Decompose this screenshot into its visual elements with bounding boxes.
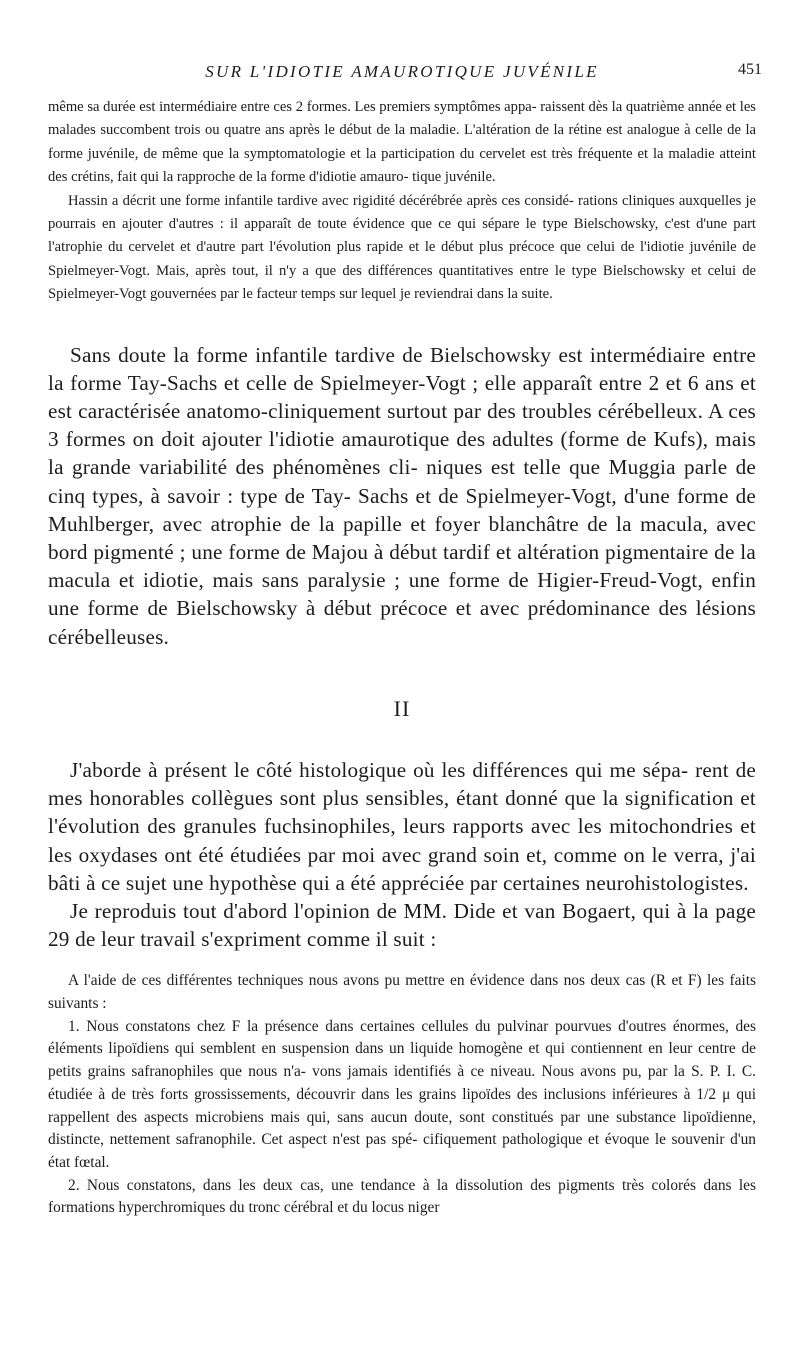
page-number: 451 bbox=[738, 61, 762, 78]
section-two bbox=[48, 756, 756, 953]
intro-paragraph: même sa durée est intermédiaire entre ces 2 formes. Les premiers symptômes appa- raissent dès la quatrième année et les malades succombent trois ou quatre ans après le début de la maladie. L'altération de la rétine est analogue à celle de la forme juvénile, de même que la symptomatologie et la participation du cervelet est très fréquente et la maladie atteint des crétins, fait qui la rapproche de la forme d'idiotie amauro- tique juvénile. bbox=[48, 99, 756, 186]
section-heading: II bbox=[393, 695, 411, 721]
quote-paragraph: 1. Nous constatons chez F la présence dans certaines cellules du pulvinar pourvues d'outres énormes, des éléments lipoïdiens qui semblent en suspension dans un liquide homogène et qui contiennent en leur centre de petits grains safranophiles que nous n'a- vons jamais identifiés à ce niveau. Nous avons pu, par la S. P. I. C. étudiée à de très forts grossissements, découvrir dans les grains lipoïdes des inclusions inférieures à 1/2 μ qui rappellent des aspects microbiens mais qui, sans aucun doute, sont constitués par une substance lipoïdienne, distincte, nettement safranophile. Cet aspect n'est pas spé- cifiquement pathologique et évoque le souvenir d'un état fœtal. bbox=[48, 1017, 756, 1171]
quote-paragraph: 2. Nous constatons, dans les deux cas, une tendance à la dissolution des pigments très colorés dans les formations hyperchromiques du tronc cérébral et du locus niger bbox=[48, 1176, 756, 1217]
main-body-section bbox=[48, 341, 756, 651]
intro-section bbox=[48, 96, 756, 307]
quoted-passage bbox=[48, 970, 756, 1220]
body-paragraph: Sans doute la forme infantile tardive de Bielschowsky est intermédiaire entre la forme Tay-Sachs et celle de Spielmeyer-Vogt ; elle apparaît entre 2 et 6 ans et est caractérisée anatomo-cliniquement surtout par des troubles cérébelleux. A ces 3 formes on doit ajouter l'idiotie amaurotique des adultes (forme de Kufs), mais la grande variabilité des phénomènes cli- niques est telle que Muggia parle de cinq types, à savoir : type de Tay- Sachs et de Spielmeyer-Vogt, d'une forme de Muhlberger, avec atrophie de la papille et foyer blanchâtre de la macula, avec bord pigmenté ; une forme de Majou à début tardif et altération pigmentaire de la macula et idiotie, mais sans paralysie ; une forme de Higier-Freud-Vogt, enfin une forme de Bielschowsky à début précoce et avec prédominance des lésions cérébelleuses. bbox=[48, 342, 756, 649]
running-title: SUR L'IDIOTIE AMAUROTIQUE JUVÉNILE bbox=[205, 62, 599, 81]
document-page bbox=[48, 0, 762, 1220]
intro-paragraph: Hassin a décrit une forme infantile tardive avec rigidité décérébrée après ces considé- rations cliniques auxquelles je pourrais en ajouter d'autres : il apparaît de toute évidence que ce qui sépare le type Bielschowsky, c'est d'une part l'atrophie du cervelet et d'autre part l'évolution plus rapide et le début plus précoce que celui de l'idiotie juvénile de Spielmeyer-Vogt. Mais, après tout, il n'y a que des différences quantitatives entre le type Bielschowsky et celui de Spielmeyer-Vogt gouvernées par le facteur temps sur lequel je reviendrai dans la suite. bbox=[48, 192, 756, 303]
quote-paragraph: A l'aide de ces différentes techniques nous avons pu mettre en évidence dans nos deux cas (R et F) les faits suivants : bbox=[48, 972, 756, 1013]
running-header bbox=[48, 0, 762, 96]
body-paragraph: J'aborde à présent le côté histologique où les différences qui me sépa- rent de mes honorables collègues sont plus sensibles, étant donné que la signification et l'évolution des granules fuchsinophiles, leurs rapports avec les mitochondries et les oxydases ont été étudiées par moi avec grand soin et, comme on le verra, j'ai bâti à ce sujet une hypothèse qui a été appréciée par certaines neurohistologistes. bbox=[48, 757, 756, 895]
body-paragraph: Je reproduis tout d'abord l'opinion de MM. Dide et van Bogaert, qui à la page 29 de leur travail s'expriment comme il suit : bbox=[48, 898, 756, 952]
